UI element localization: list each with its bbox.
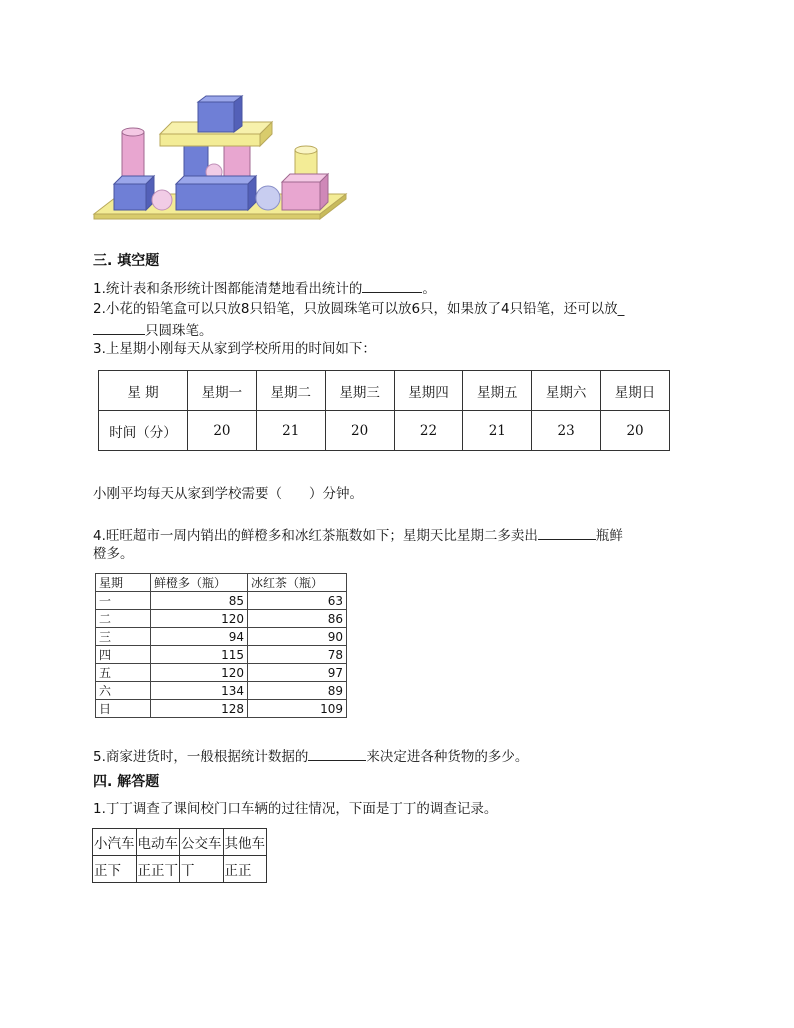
table-header-cell: 星期五 xyxy=(463,371,532,411)
table-cell: 六 xyxy=(96,682,151,700)
table-row xyxy=(96,610,347,628)
table-row xyxy=(96,700,347,718)
table-row xyxy=(96,682,347,700)
section-4-heading: 四. 解答题 xyxy=(93,774,160,790)
table-cell: 23 xyxy=(532,411,601,451)
q4-end: 瓶鲜 xyxy=(595,528,623,544)
travel-time-table xyxy=(98,370,670,451)
table-cell: 二 xyxy=(96,610,151,628)
table-header-cell: 其他车 xyxy=(223,829,267,856)
table-header-cell: 星期六 xyxy=(532,371,601,411)
table-cell: 63 xyxy=(248,592,347,610)
table-cell: 四 xyxy=(96,646,151,664)
q1-end: 。 xyxy=(422,281,436,297)
table-cell: 89 xyxy=(248,682,347,700)
question-4-1: 1.丁丁调查了课间校门口车辆的过往情况，下面是丁丁的调查记录。 xyxy=(93,801,498,817)
table-cell: 日 xyxy=(96,700,151,718)
table-header-row xyxy=(93,829,267,856)
table-row xyxy=(96,646,347,664)
q4-text: 4.旺旺超市一周内销出的鲜橙多和冰红茶瓶数如下；星期天比星期二多卖出 xyxy=(93,528,538,544)
table-header-cell: 鲜橙多（瓶） xyxy=(151,574,248,592)
question-3-4-line1 xyxy=(93,525,623,545)
tally-cell: 正下 xyxy=(93,856,137,883)
tally-cell: 正正丅 xyxy=(136,856,180,883)
table-cell: 120 xyxy=(151,610,248,628)
table-header-cell: 小汽车 xyxy=(93,829,137,856)
table-cell: 128 xyxy=(151,700,248,718)
sales-table xyxy=(95,573,347,718)
table-header-cell: 星期 xyxy=(96,574,151,592)
question-3-3-prompt: 小刚平均每天从家到学校需要（ ）分钟。 xyxy=(93,486,363,502)
question-3-1 xyxy=(93,278,436,298)
q2-end: 只圆珠笔。 xyxy=(145,323,213,339)
table-cell: 94 xyxy=(151,628,248,646)
q1-text: 1.统计表和条形统计图都能清楚地看出统计的 xyxy=(93,281,363,297)
table-cell: 85 xyxy=(151,592,248,610)
tally-cell: 正正 xyxy=(223,856,267,883)
question-3-2-line1: 2.小花的铅笔盒可以只放8只铅笔，只放圆珠笔可以放6只，如果放了4只铅笔，还可以放_ xyxy=(93,301,625,317)
table-cell: 115 xyxy=(151,646,248,664)
vehicle-survey-table xyxy=(92,828,267,883)
table-cell: 20 xyxy=(188,411,257,451)
table-cell: 21 xyxy=(256,411,325,451)
table-row xyxy=(96,664,347,682)
table-header-cell: 星期二 xyxy=(256,371,325,411)
question-3-2-line2 xyxy=(93,320,213,340)
table-header-cell: 星期日 xyxy=(601,371,670,411)
q1-blank[interactable] xyxy=(362,278,422,293)
table-header-cell: 冰红茶（瓶） xyxy=(248,574,347,592)
table-row xyxy=(93,856,267,883)
table-header-row xyxy=(96,574,347,592)
table-cell: 78 xyxy=(248,646,347,664)
table-cell: 20 xyxy=(601,411,670,451)
table-cell: 三 xyxy=(96,628,151,646)
table-row xyxy=(96,628,347,646)
table-cell: 22 xyxy=(394,411,463,451)
q5-end: 来决定进各种货物的多少。 xyxy=(366,749,529,765)
q5-blank[interactable] xyxy=(308,746,366,761)
question-3-3-intro: 3.上星期小刚每天从家到学校所用的时间如下： xyxy=(93,341,376,357)
q4-blank[interactable] xyxy=(538,525,596,540)
table-header-cell: 公交车 xyxy=(180,829,224,856)
table-cell: 五 xyxy=(96,664,151,682)
table-cell: 一 xyxy=(96,592,151,610)
table-header-cell: 电动车 xyxy=(136,829,180,856)
table-cell: 97 xyxy=(248,664,347,682)
table-header-cell: 星期三 xyxy=(325,371,394,411)
table-header-row xyxy=(99,371,670,411)
table-header-cell: 星期四 xyxy=(394,371,463,411)
table-cell: 86 xyxy=(248,610,347,628)
section-3-heading: 三. 填空题 xyxy=(93,253,160,269)
table-cell: 21 xyxy=(463,411,532,451)
table-cell: 109 xyxy=(248,700,347,718)
table-header-cell: 星 期 xyxy=(99,371,188,411)
table-cell: 134 xyxy=(151,682,248,700)
question-3-5 xyxy=(93,746,528,766)
row-label: 时间（分） xyxy=(99,411,188,451)
building-blocks-illustration xyxy=(92,92,350,224)
tally-cell: 丅 xyxy=(180,856,224,883)
question-3-4-line2: 橙多。 xyxy=(93,546,134,562)
table-header-cell: 星期一 xyxy=(188,371,257,411)
table-cell: 20 xyxy=(325,411,394,451)
q2-blank[interactable] xyxy=(93,320,145,335)
table-row xyxy=(99,411,670,451)
q5-text: 5.商家进货时，一般根据统计数据的 xyxy=(93,749,309,765)
table-cell: 120 xyxy=(151,664,248,682)
table-row xyxy=(96,592,347,610)
table-cell: 90 xyxy=(248,628,347,646)
